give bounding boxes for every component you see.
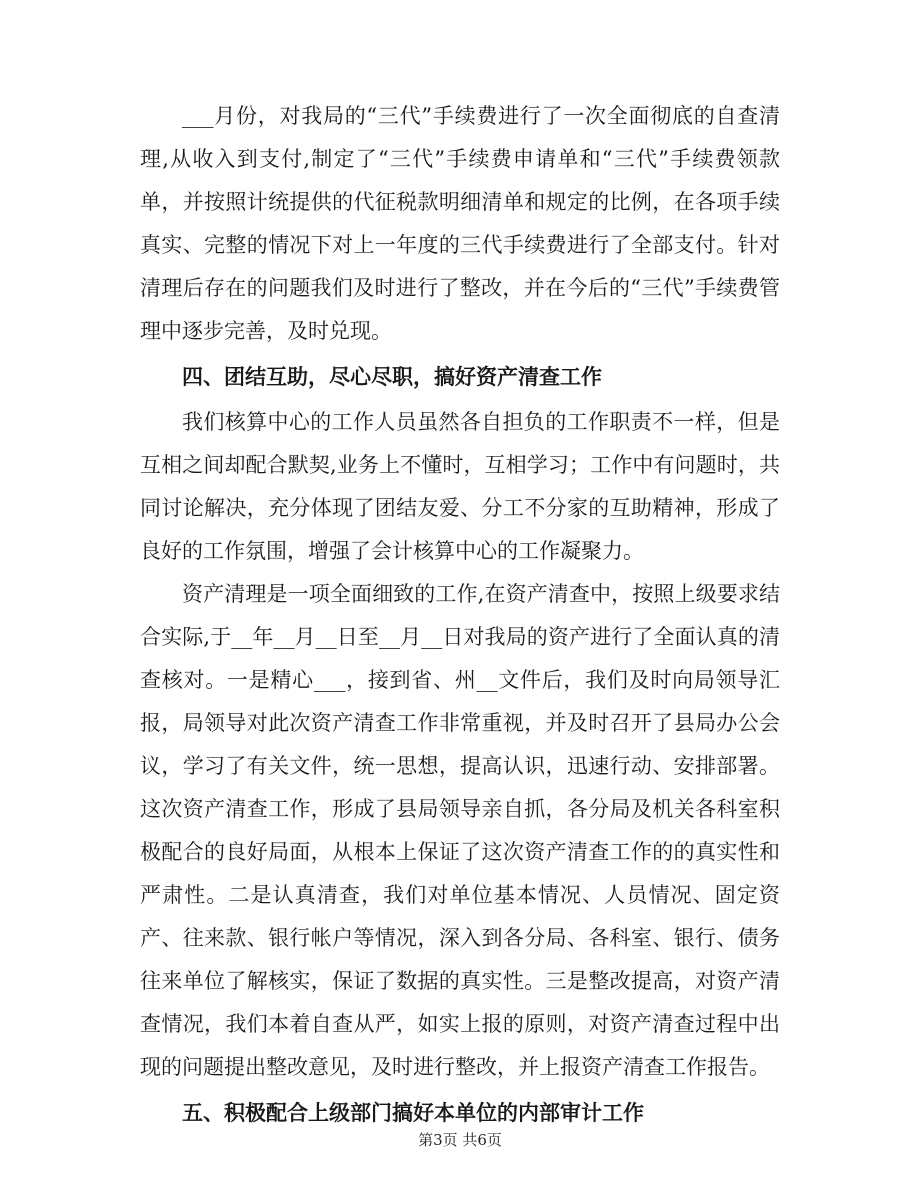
paragraph-teamwork: 我们核算中心的工作人员虽然各自担负的工作职责不一样，但是互相之间却配合默契,业务上不懂时，互相学习；工作中有问题时，共同讨论解决，充分体现了团结友爱、分工不分家的互助精神，形成了良好的工作氛围，增强了会计核算中心的工作凝聚力。 <box>140 410 780 563</box>
document-body <box>140 95 780 1137</box>
paragraph-asset-cleanup: 资产清理是一项全面细致的工作,在资产清查中，按照上级要求结合实际,于__年__月__日至__月__日对我局的资产进行了全面认真的清查核对。一是精心___，接到省、州__文件后，我们及时向局领导汇报，局领导对此次资产清查工作非常重视，并及时召开了县局办公会议，学习了有关文件，统一思想，提高认识，迅速行动、安排部署。这次资产清查工作，形成了县局领导亲自抓，各分局及机关各科室积极配合的良好局面，从根本上保证了这次资产清查工作的的真实性和严肃性。二是认真清查，我们对单位基本情况、人员情况、固定资产、往来款、银行帐户等情况，深入到各分局、各科室、银行、债务往来单位了解核实，保证了数据的真实性。三是整改提高，对资产清查情况，我们本着自查从严，如实上报的原则，对资产清查过程中出现的问题提出整改意见，及时进行整改，并上报资产清查工作报告。 <box>140 582 780 1079</box>
paragraph-fee-cleanup: ___月份，对我局的“三代”手续费进行了一次全面彻底的自查清理,从收入到支付,制定了“三代”手续费申请单和“三代”手续费领款单，并按照计统提供的代征税款明细清单和规定的比例，在各项手续真实、完整的情况下对上一年度的三代手续费进行了全部支付。针对清理后存在的问题我们及时进行了整改，并在今后的“三代”手续费管理中逐步完善，及时兑现。 <box>140 104 780 343</box>
section-heading-internal-audit: 五、积极配合上级部门搞好本单位的内部审计工作 <box>182 1100 644 1125</box>
page-number-footer: 第3页 共6页 <box>418 1131 502 1149</box>
section-heading-asset-check: 四、团结互助，尽心尽职，搞好资产清查工作 <box>182 364 602 389</box>
